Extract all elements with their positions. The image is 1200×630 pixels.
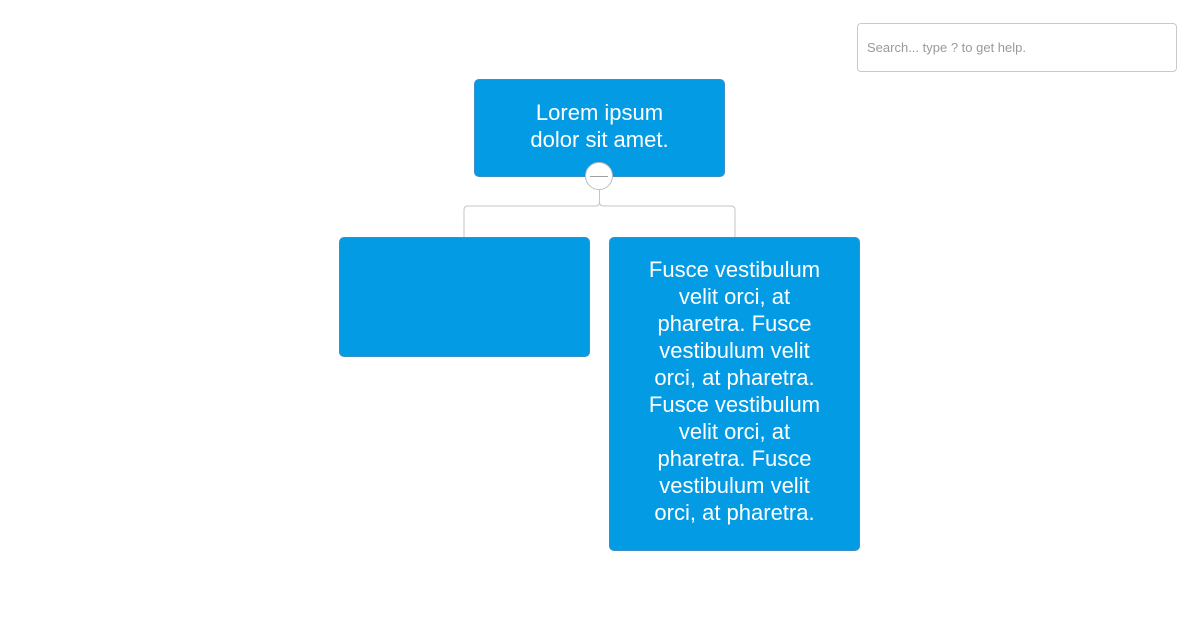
minus-circle-icon[interactable] [585,162,613,190]
child-node-2-label: Fusce vestibulum velit orci, at pharetra. Fusce vestibulum velit orci, at pharetra. Fusce vestibulum velit orci, at pharetra. Fusce vestibulum velit orci, at pharetra. [648,257,821,525]
search-input[interactable] [857,23,1177,72]
child-node-1[interactable] [339,237,590,357]
connector-root-stem [464,190,600,237]
connector-branch-right [600,202,736,237]
child-node-2[interactable] [609,237,860,551]
minus-bar [590,176,608,177]
root-node-label: Lorem ipsum dolor sit amet. [530,100,669,152]
